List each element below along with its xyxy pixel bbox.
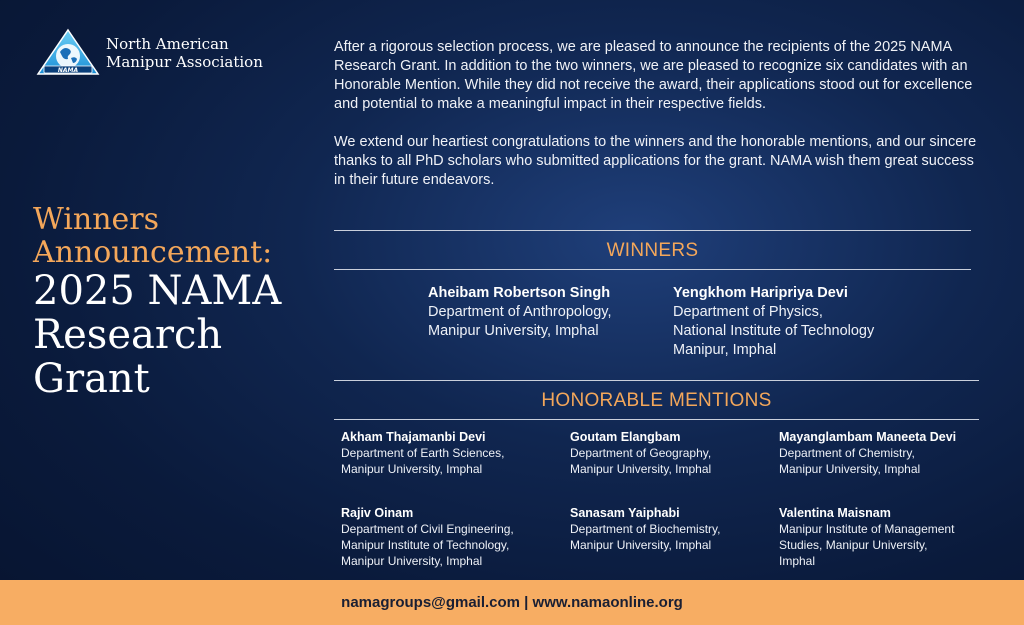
honorable-name: Akham Thajamanbi Devi (341, 430, 486, 444)
winner-item (673, 284, 874, 360)
headline (33, 203, 303, 401)
honorable-institution: Manipur Institute of Technology, (341, 538, 510, 552)
intro-text (334, 38, 984, 190)
honorable-item (341, 429, 551, 477)
winner-name: Yengkhom Haripriya Devi (673, 285, 848, 301)
winner-institution-cont: Manipur, Imphal (673, 342, 777, 358)
honorable-name: Sanasam Yaiphabi (570, 506, 680, 520)
svg-text:NAMA: NAMA (57, 67, 79, 74)
honorable-department: Department of Earth Sciences, (341, 446, 505, 460)
divider (334, 419, 979, 420)
honorable-name: Mayanglambam Maneeta Devi (779, 430, 957, 444)
winner-item (428, 284, 612, 341)
headline-line2: Announcement: (33, 235, 273, 270)
honorable-institution-cont: Imphal (779, 554, 816, 568)
org-name-line2: Manipur Association (106, 53, 263, 71)
headline-line4: Research (33, 312, 223, 358)
headline-line1: Winners (33, 202, 160, 237)
winner-department: Department of Physics, (673, 304, 823, 320)
honorable-institution: Manipur University, Imphal (779, 462, 921, 476)
org-name (106, 35, 263, 71)
org-logo (36, 28, 263, 78)
honorable-institution: Studies, Manipur University, (779, 538, 928, 552)
winner-department: Department of Anthropology, (428, 304, 612, 320)
honorable-item (779, 505, 989, 569)
footer-bar (0, 580, 1024, 625)
divider (334, 230, 971, 231)
winner-name: Aheibam Robertson Singh (428, 285, 611, 301)
winner-institution: Manipur University, Imphal (428, 323, 599, 339)
honorable-department: Manipur Institute of Management (779, 522, 955, 536)
intro-paragraph-2: We extend our heartiest congratulations to the winners and the honorable mentions, and our sincere thanks to all PhD scholars who submitted applications for the grant. NAMA wish them great success in their future endeavors. (334, 134, 977, 188)
headline-line5: Grant (33, 356, 150, 402)
headline-line3: 2025 NAMA (33, 268, 282, 314)
honorable-item (570, 429, 780, 477)
divider (334, 380, 979, 381)
winners-title: WINNERS (606, 240, 699, 261)
globe-triangle-logo-icon (36, 28, 100, 78)
footer-contact: namagroups@gmail.com | www.namaonline.org (341, 594, 683, 611)
honorable-name: Goutam Elangbam (570, 430, 681, 444)
honorable-department: Department of Civil Engineering, (341, 522, 514, 536)
honorable-name: Rajiv Oinam (341, 506, 414, 520)
honorable-department: Department of Geography, (570, 446, 712, 460)
org-name-line1: North American (106, 35, 229, 53)
intro-paragraph-1: After a rigorous selection process, we are pleased to announce the recipients of the 2025 NAMA Research Grant. In addition to the two winners, we are pleased to recognize six candidates with an Honorable Mention. While they did not receive the award, their applications stood out for excellence and potential to make a meaningful impact in their respective fields. (334, 39, 973, 112)
honorable-department: Department of Chemistry, (779, 446, 915, 460)
honorable-department: Department of Biochemistry, (570, 522, 721, 536)
honorable-institution: Manipur University, Imphal (570, 462, 712, 476)
winner-institution: National Institute of Technology (673, 323, 875, 339)
honorable-item (570, 505, 780, 553)
honorable-institution: Manipur University, Imphal (570, 538, 712, 552)
honorable-institution: Manipur University, Imphal (341, 462, 483, 476)
honorable-item (341, 505, 551, 569)
honorable-institution-cont: Manipur University, Imphal (341, 554, 483, 568)
honorable-mentions-title: HONORABLE MENTIONS (541, 390, 772, 411)
honorable-item (779, 429, 989, 477)
honorable-name: Valentina Maisnam (779, 506, 891, 520)
divider (334, 269, 971, 270)
